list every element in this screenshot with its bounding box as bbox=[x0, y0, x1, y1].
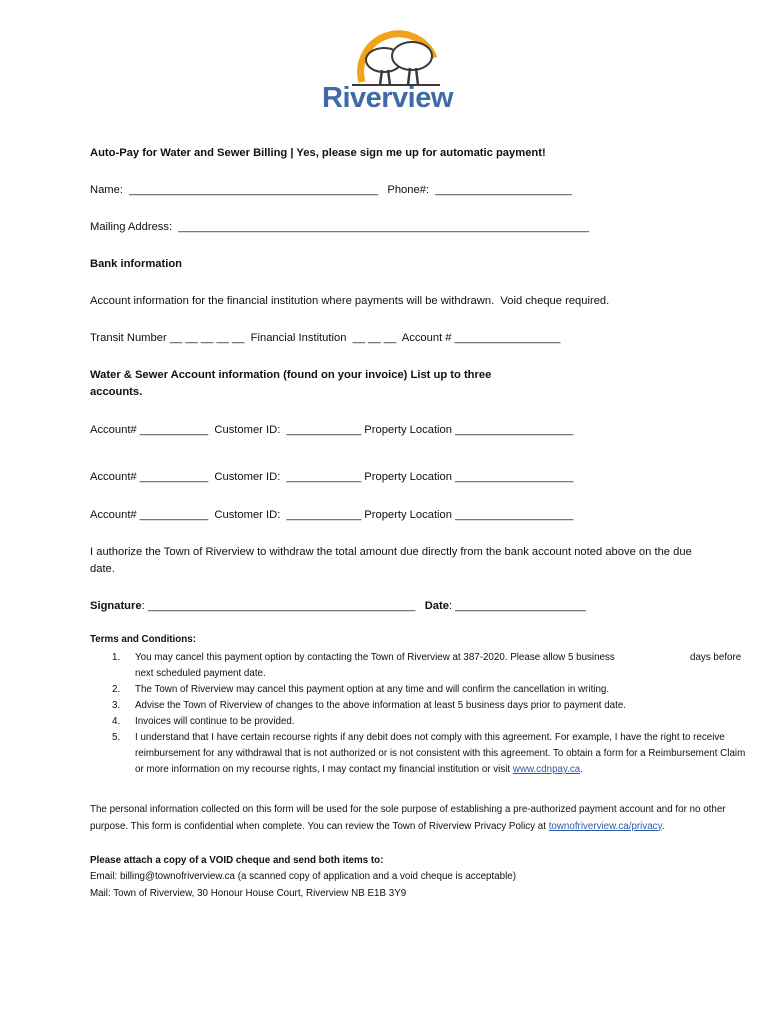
terms-section bbox=[90, 632, 755, 778]
terms-item-text-cont: next scheduled payment date. bbox=[135, 668, 266, 679]
date-label: Date bbox=[424, 600, 449, 612]
privacy-policy-link[interactable]: townofriverview.ca/privacy bbox=[548, 820, 662, 832]
terms-item-text: I understand that I have certain recourse rights if any debit does not comply with this agreement. For example, I have the right to receive reimbursement for any withdrawal that is not authorized or is not consistent with this agreement. To obtain a form for a Reimbursement Claim or more information on my recourse rights, I may contact my financial institution or visit bbox=[135, 732, 746, 775]
tree-sun-emblem-icon bbox=[322, 30, 452, 90]
signature-line[interactable]: : ___________________________________________ bbox=[141, 600, 425, 612]
terms-item-punct: . bbox=[580, 764, 583, 775]
date-line[interactable]: : _____________________ bbox=[448, 600, 586, 612]
privacy-text: The personal information collected on this form will be used for the sole purpose of establishing a pre-authorized payment account and for no other purpose. This form is confidential when complete. You can review the Town of Riverview Privacy Policy at bbox=[90, 804, 726, 832]
signature-label: Signature bbox=[90, 600, 142, 612]
terms-item-text-tail: days before bbox=[690, 652, 742, 663]
send-heading: Please attach a copy of a VOID cheque and send both items to: bbox=[90, 855, 384, 866]
terms-item bbox=[90, 730, 755, 778]
terms-item-number: 5. bbox=[112, 732, 121, 743]
terms-item-text: You may cancel this payment option by contacting the Town of Riverview at 387-2020. Please allow 5 business bbox=[135, 652, 615, 663]
account-row[interactable]: Account# ___________ Customer ID: ____________ Property Location ___________________ bbox=[90, 509, 574, 521]
wsa-heading: Water & Sewer Account information (found on your invoice) List up to three bbox=[90, 369, 492, 381]
terms-item-text: Advise the Town of Riverview of changes to the above information at least 5 business days prior to payment date. bbox=[135, 700, 627, 711]
logo-wordmark: Riverview bbox=[322, 82, 453, 114]
authorize-text-cont: date. bbox=[90, 563, 115, 575]
terms-item-number: 2. bbox=[112, 684, 121, 695]
send-mail: Mail: Town of Riverview, 30 Honour House Court, Riverview NB E1B 3Y9 bbox=[90, 888, 407, 899]
terms-item-text: Invoices will continue to be provided. bbox=[135, 716, 295, 727]
mailing-address-field[interactable]: Mailing Address: __________________________________________________________________ bbox=[90, 221, 589, 233]
cdnpay-link[interactable]: www.cdnpay.ca bbox=[512, 764, 581, 775]
privacy-notice bbox=[90, 802, 750, 835]
account-row[interactable]: Account# ___________ Customer ID: ____________ Property Location ___________________ bbox=[90, 471, 574, 483]
account-row[interactable]: Account# ___________ Customer ID: ____________ Property Location ___________________ bbox=[90, 424, 574, 436]
wsa-heading-cont: accounts. bbox=[90, 386, 143, 398]
terms-heading: Terms and Conditions: bbox=[90, 634, 196, 645]
terms-item bbox=[90, 698, 755, 714]
name-phone-field[interactable]: Name: ________________________________________ Phone#: ______________________ bbox=[90, 184, 573, 196]
terms-item-number: 1. bbox=[112, 652, 121, 663]
privacy-punct: . bbox=[661, 820, 665, 832]
terms-list bbox=[90, 650, 755, 778]
terms-item bbox=[90, 650, 755, 682]
send-email: Email: billing@townofriverview.ca (a scanned copy of application and a void cheque is acceptable) bbox=[90, 871, 517, 882]
terms-item-number: 3. bbox=[112, 700, 121, 711]
terms-item-number: 4. bbox=[112, 716, 121, 727]
bank-info-text: Account information for the financial institution where payments will be withdrawn. Void cheque required. bbox=[90, 295, 610, 307]
terms-item bbox=[90, 714, 755, 730]
form-title: Auto-Pay for Water and Sewer Billing | Yes, please sign me up for automatic payment! bbox=[90, 147, 546, 159]
transit-account-field[interactable]: Transit Number __ __ __ __ __ Financial Institution __ __ __ Account # _________________ bbox=[90, 332, 561, 344]
authorize-text: I authorize the Town of Riverview to withdraw the total amount due directly from the bank account noted above on the due bbox=[90, 546, 692, 558]
riverview-logo bbox=[322, 30, 452, 122]
terms-item bbox=[90, 682, 755, 698]
bank-info-heading: Bank information bbox=[90, 258, 182, 270]
signature-date-field[interactable] bbox=[90, 599, 586, 614]
terms-item-text: The Town of Riverview may cancel this payment option at any time and will confirm the cancellation in writing. bbox=[135, 684, 610, 695]
